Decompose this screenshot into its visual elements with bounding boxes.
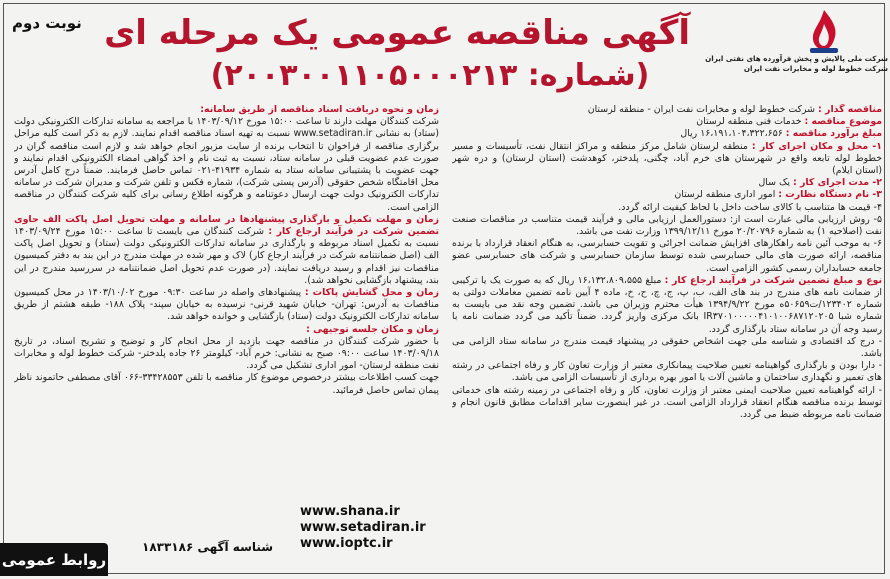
section-text: شرکت خطوط لوله و مخابرات نفت ایران - منطقه لرستان [587,104,819,115]
notice-paragraph [14,214,439,287]
section-text: امور اداری منطقه لرستان [674,189,779,201]
section-text: ۵- روش ارزیابی مالی عبارت است از: دستورالعمل ارزیابی مالی و فرآیند قیمت متناسب در مناقصات صنعت نفت (اصلاحیه ۱) به شماره ۲۰/۲۰۷۹۶ مورخ ۱۳۹۹/۱۲/۱۱ وزارت نفت می باشد. [452,213,882,238]
section-text: پیشنهادهای واصله در ساعت ۰۹:۳۰ مورخ ۱۴۰۳/۱۰/۰۲ در محل کمیسیون مناقصات به آدرس: تهران- خیابان شهید قرنی- نرسیده به خیابان سپند- پلاک ۱۸۸- طبقه هشتم از طریق سامانه تدارکات الکترونیک دولت (ستاد) بازگشایی و خوانده خواهد شد. [14,287,439,323]
notice-paragraph [14,116,439,214]
section-text: - درج کد اقتصادی و شناسه ملی جهت اشخاص حقوقی در پیشنهاد قیمت مندرج در سامانه ستاد الزامی می باشد. [452,335,882,360]
website-list [300,504,440,552]
notice-title: آگهی مناقصه عمومی یک مرحله ای [104,13,690,53]
section-text: یک سال [758,177,793,189]
notice-paragraph [452,189,882,201]
section-label: زمان و نحوه دریافت اسناد مناقصه از طریق سامانه: [200,104,439,115]
section-text: ۱۶،۱۹۱،۱۰۴،۳۲۲،۶۵۶ ریال [680,128,786,140]
public-relations-badge: روابط عمومی [0,543,108,576]
section-text: خدمات فنی منطقه لرستان [696,116,805,128]
section-label: موضوع مناقصه : [804,116,882,128]
ad-id: شناسه آگهی ۱۸۳۳۱۸۶ [142,540,274,554]
website-link[interactable]: www.shana.ir [300,504,400,519]
section-text: ۶- به موجب آئین نامه راهکارهای افزایش ضمانت اجرائی و تقویت حسابرسی، به هنگام انعقاد قرارداد با برنده مناقصه، ارائه صورت های مالی حسابرسی شده توسط سازمان حسابرسی و شرکت های حسابرسی عضو جامعه حسابداران رسمی کشور الزامی است. [452,238,882,274]
section-label: مناقصه گذار : [818,104,882,115]
section-text: مبلغ ۱۶،۱۳۲،۸۰۹،۵۵۵ ریال که به صورت یک یا ترکیبی از ضمانت نامه های مندرج در بند های الف، ب، پ، ج، چ، ح، خ، ماده ۴ آیین نامه تضمین معاملات دولتی به شماره ۱۲۳۴۰۲/ت۵۰۶۵۹ه مورخ ۱۳۹۴/۹/۲۲ هیأت محترم وزیران می باشد. تضمین وجه نقد می بایست به شماره شبا IR۳۷۰۱۰۰۰۰۰۴۱۰۱۰۰۶۸۷۱۲۰۲۰۵ بانک مرکزی واریز گردد. ضمناً تأکید می گردد ضمانت نامه با رسید وجه آن در سامانه ستاد بارگذاری گردد. [452,274,882,335]
notice-paragraph [452,116,882,128]
section-label: زمان و محل گشایش پاکات : [304,287,439,299]
notice-paragraph [452,360,882,384]
section-label: ۳- نام دستگاه نظارت : [778,189,882,201]
section-text: ۴- قیمت ها متناسب با کالای ساخت داخل با لحاظ کیفیت ارائه گردد. [618,201,882,213]
notice-paragraph [14,287,439,324]
notice-paragraph [452,385,882,422]
section-label: ۲- مدت اجرای کار : [792,177,882,189]
notice-paragraph [452,177,882,189]
website-link[interactable]: www.setadiran.ir [300,520,426,535]
notice-paragraph [14,324,439,336]
notice-paragraph [14,372,439,396]
org-name-line1: شرکت ملی پالایش و پخش فرآورده های نفتی ایران [705,54,888,63]
section-text: با حضور شرکت کنندگان در مناقصه جهت بازدید از محل انجام کار و توضیح و تشریح اسناد، در تاریخ ۱۴۰۳/۰۹/۱۸ ساعت ۰۹:۰۰ صبح به نشانی: خرم آباد- کیلومتر ۲۶ جاده پلدختر- شرکت خطوط لوله و مخابرات نفت منطقه لرستان- امور اداری تشکیل می گردد. [14,335,439,372]
notice-paragraph [452,141,882,178]
tender-number: (شماره: ۲۰۰۳۰۰۱۱۰۵۰۰۰۲۱۳) [210,58,650,93]
section-label: مبلغ برآورد مناقصه : [785,128,882,140]
notice-paragraph [452,128,882,140]
section-label: نوع و مبلغ تضمین شرکت در فرآیند ارجاع کار : [664,274,882,286]
notice-paragraph [452,104,882,116]
notice-paragraph [452,336,882,360]
notice-paragraph [452,202,882,214]
notice-paragraph [14,336,439,373]
section-label: زمان و مهلت تکمیل و بارگذاری پیشنهادها در سامانه و مهلت تحویل اصل پاکت الف حاوی تضمین شرکت در فرآیند ارجاع کار : [14,213,439,238]
notice-paragraph [452,275,882,336]
section-text: - دارا بودن و بارگذاری گواهینامه تعیین صلاحیت پیمانکاری معتبر از وزارت تعاون کار و رفاه اجتماعی در رشته های تعمیر و نگهداری ساختمان و ماشین آلات یا امور بهره برداری از تأسیسات الزامی می باشد. [452,360,882,384]
section-text: جهت کسب اطلاعات بیشتر درخصوص موضوع کار مناقصه با تلفن ۳۳۴۲۸۵۵۳-۰۶۶ آقای مصطفی حاتموند ناظر پیمان تماس حاصل فرمائید. [14,372,439,396]
section-label: ۱- محل و مکان اجرای کار : [751,140,882,152]
edition-label: نوبت دوم [12,14,82,32]
website-link[interactable]: www.ioptc.ir [300,536,393,551]
right-column [452,104,882,572]
section-text: شرکت کنندگان مهلت دارند تا ساعت ۱۵:۰۰ مورخ ۱۴۰۳/۰۹/۱۲ با مراجعه به سامانه تدارکات الکترونیکی دولت (ستاد) به نشانی www.setadiran.ir نسبت به تهیه اسناد مناقصه اقدام نمایند. لازم به ذکر است کلیه مراحل برگزاری مناقصه از فراخوان تا انتخاب برنده از سایت مزبور انجام خواهد شد و لازم است مناقصه گران در صورت عدم عضویت قبلی در سامانه ستاد، نسبت به ثبت نام و اخذ گواهی امضاء الکترونیکی اقدام نمایند و جهت عضویت با پشتیبانی سامانه ستاد به شماره ۴۱۹۳۴-۰۲۱ تماس حاصل فرمایند. ضمناً درج کامل آدرس محل اقامتگاه شخص حقوقی (آدرس پستی شرکت)، شماره فکس و تلفن شرکت و مدیران شرکت در سامانه تدارکات الکترونیک دولت جهت ارسال دعوتنامه و هرگونه اطلاع رسانی برای کلیه شرکت کنندگان در مناقصه الزامی است. [14,116,439,213]
section-text: منطقه لرستان شامل مرکز منطقه و مراکز انتقال نفت، تأسیسات و مسیر خطوط لوله تابعه واقع در شهرستان های خرم آباد، چگنی، پلدختر، کوهدشت (استان لرستان) و دره شهر (استان ایلام) [452,140,882,177]
company-logo [705,8,888,100]
notice-paragraph [452,238,882,275]
notice-paragraph [14,104,439,116]
section-text: - ارائه گواهینامه تعیین صلاحیت ایمنی معتبر از وزارت تعاون، کار و رفاه اجتماعی در زمینه رشته های خدماتی توسط برنده مناقصه هنگام انعقاد قرارداد الزامی است. در غیر اینصورت سایر اقدامات مطابق قانون انجام و ضمانت نامه مربوطه ضبط می گردد. [452,384,882,421]
oil-flame-icon [804,8,844,54]
org-name-line2: شرکت خطوط لوله و مخابرات نفت ایران [743,64,888,73]
notice-paragraph [452,214,882,238]
left-column [14,104,439,508]
section-text: شرکت کنندگان می بایست تا ساعت ۱۵:۰۰ مورخ ۱۴۰۳/۰۹/۲۴ نسبت به تکمیل اسناد مربوطه و بارگذاری در سامانه تدارکات الکترونیکی دولت (ستاد) و تحویل اصل پاکت الف (اصل ضمانتنامه شرکت در فرآیند ارجاع کار) لاک و مهر شده در مهلت مندرج در این بند به دفتر کمیسیون مناقصات نیز اقدام و رسید دریافت نمایند. (در صورت عدم تحویل اصل ضمانتنامه در سررسید مندرج در این بند، پیشنهاد بازگشایی نخواهد شد). [14,226,439,286]
section-label: زمان و مکان جلسه توجیهی : [306,323,439,335]
